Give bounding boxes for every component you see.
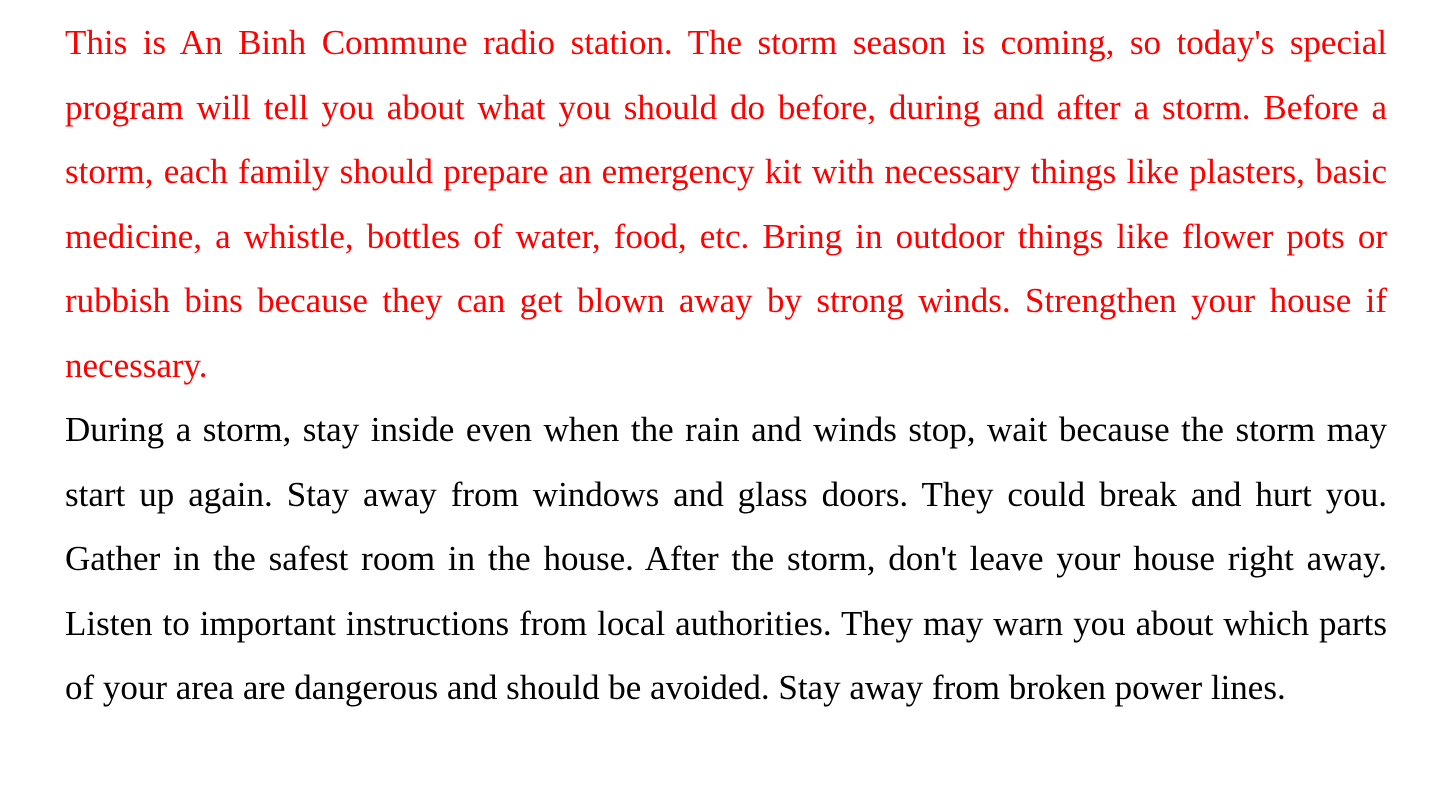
paragraph-during-after-storm: During a storm, stay inside even when the rain and winds stop, wait because the storm may start up again. Stay away from windows and glass doors. They could break and hurt you. Gather in the safest room in the house. After the storm, don't leave your house right away. Listen to important instructions from local authorities. They may warn you about which parts of your area are dangerous and should be avoided. Stay away from broken power lines. bbox=[65, 410, 1387, 707]
paragraph-before-storm: This is An Binh Commune radio station. The storm season is coming, so today's special program will tell you about what you should do before, during and after a storm. Before a storm, each family should prepare an emergency kit with necessary things like plasters, basic medicine, a whistle, bottles of water, food, etc. Bring in outdoor things like flower pots or rubbish bins because they can get blown away by strong winds. Strengthen your house if necessary. bbox=[65, 23, 1387, 385]
document-body bbox=[65, 11, 1387, 721]
